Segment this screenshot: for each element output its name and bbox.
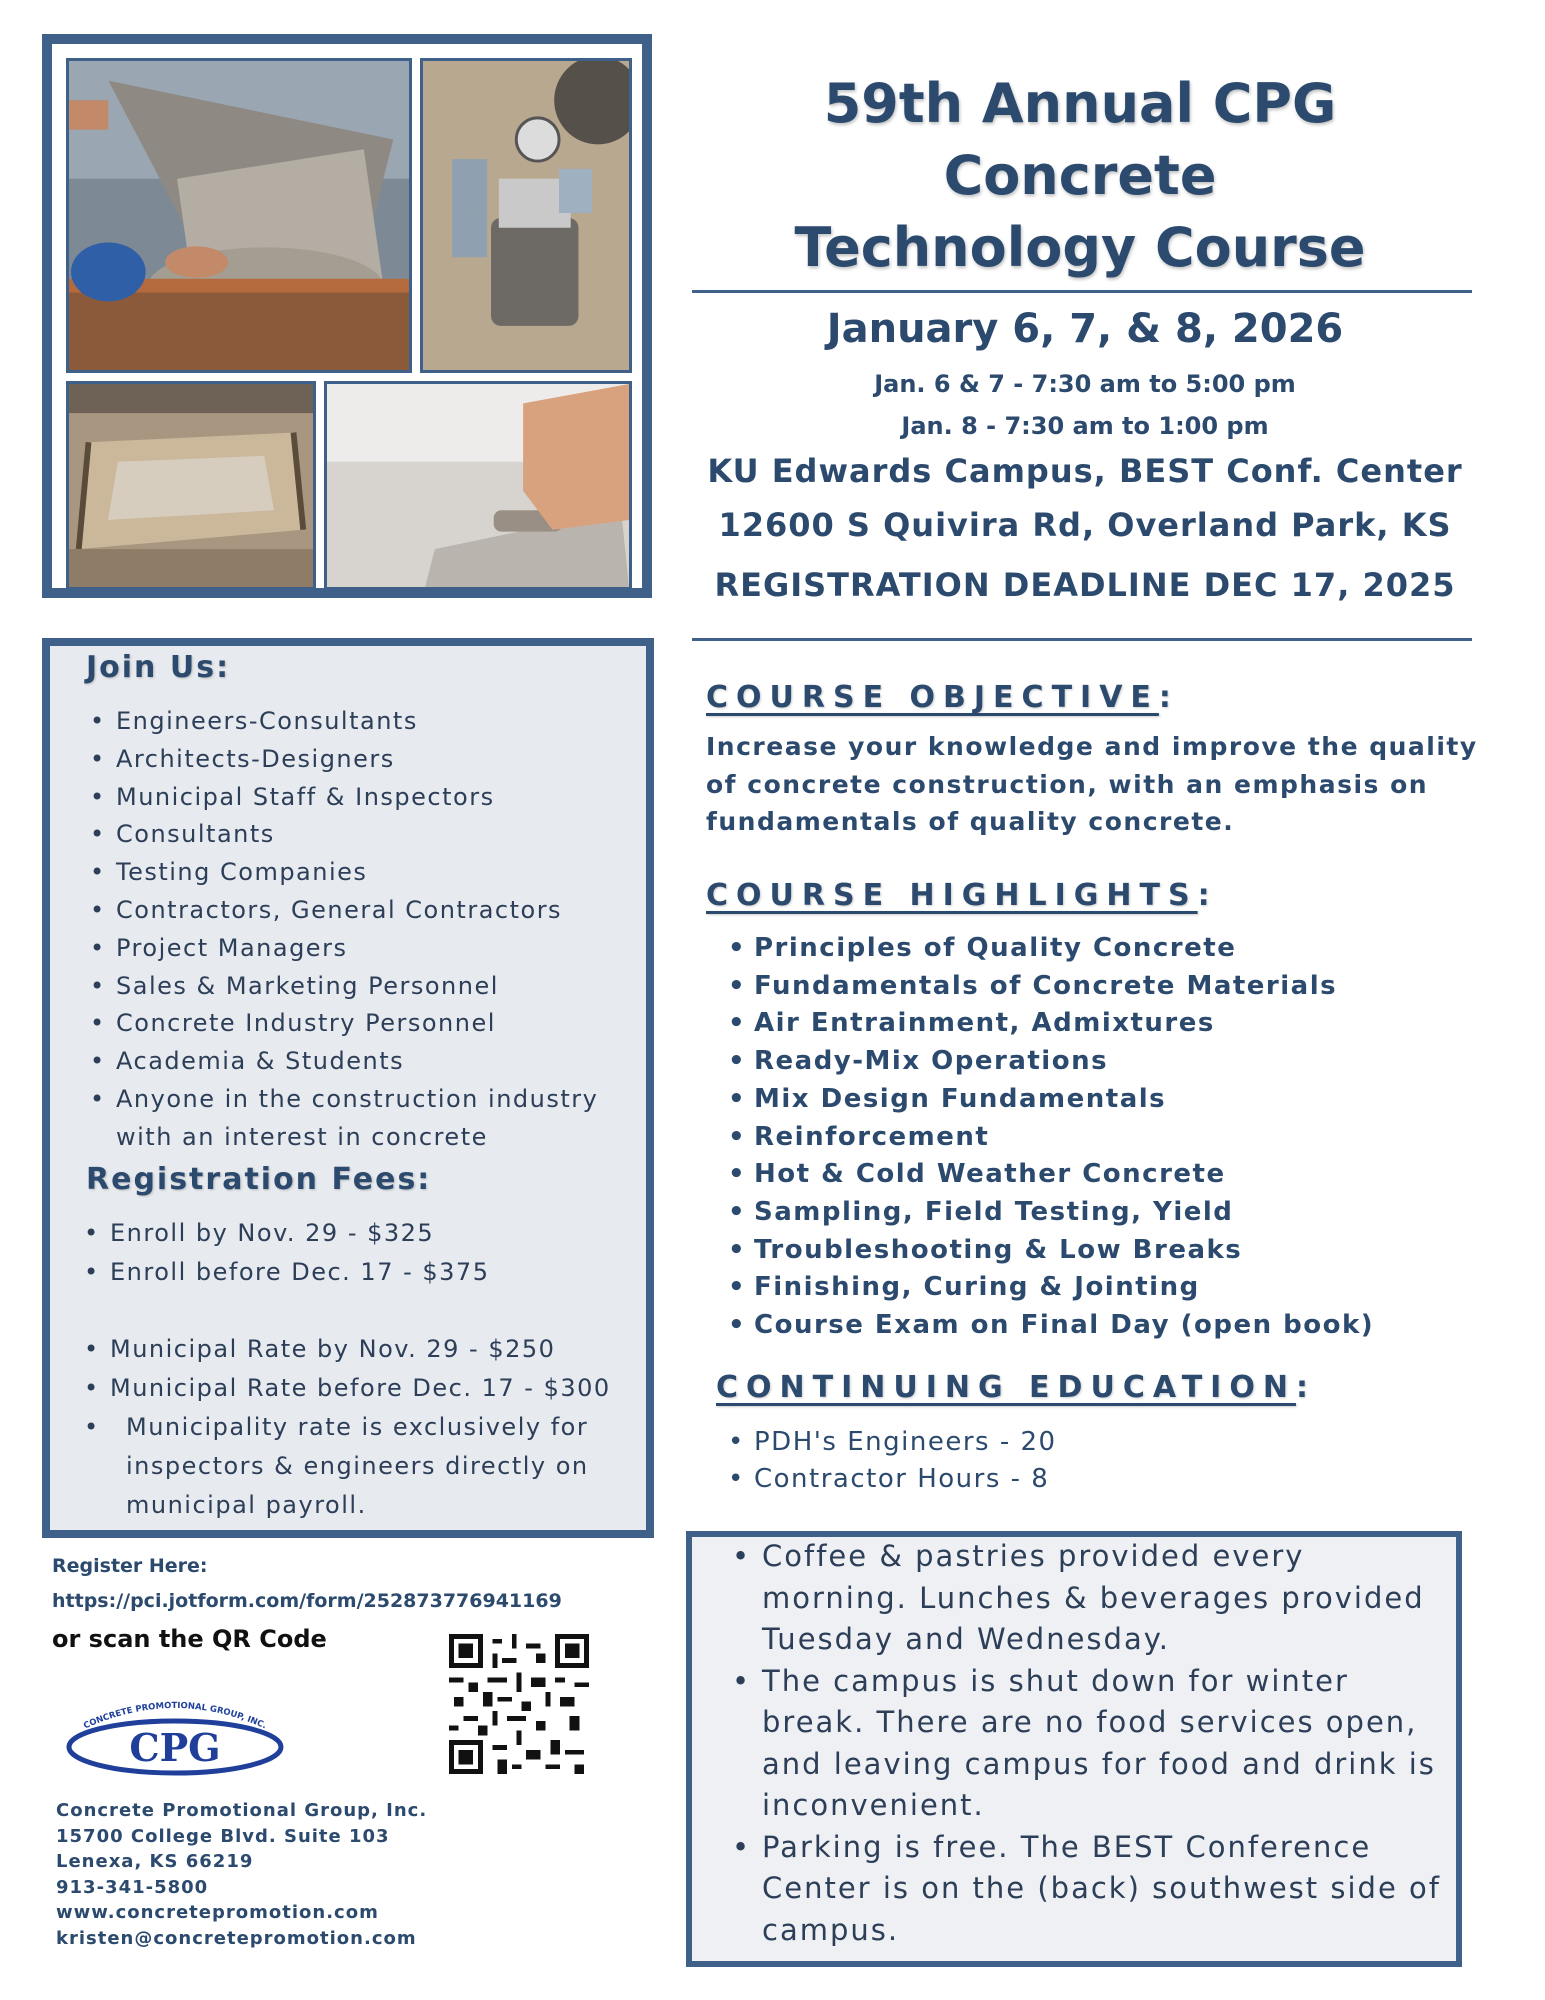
- title-line-1: 59th Annual CPG: [823, 72, 1337, 135]
- note-item: • The campus is shut down for winter break. There are no food services open, and leaving campus for food and drink is inconvenient.: [732, 1661, 1452, 1827]
- list-item: • Consultants: [90, 816, 650, 854]
- list-item: • Contractor Hours - 8: [728, 1461, 1488, 1498]
- heading-text: CONTINUING EDUCATION: [716, 1370, 1296, 1405]
- audience-list: [90, 703, 650, 1157]
- contact-info: [56, 1798, 427, 1951]
- list-item: • Project Managers: [90, 930, 650, 968]
- fees-list-municipal: [84, 1330, 654, 1525]
- photo-air-meter-test: [420, 58, 632, 373]
- note-item: • Parking is free. The BEST Conference Center is on the (back) southwest side of campus.: [732, 1827, 1452, 1952]
- qr-instruction: or scan the QR Code: [52, 1625, 327, 1653]
- registration-fees-heading: Registration Fees:: [86, 1162, 432, 1197]
- register-link[interactable]: https://pci.jotform.com/form/252873776941169: [52, 1590, 562, 1612]
- list-item: • Hot & Cold Weather Concrete: [728, 1156, 1488, 1194]
- continuing-education-heading: CONTINUING EDUCATION:: [716, 1370, 1316, 1405]
- fee-note: • Municipality rate is exclusively for inspectors & engineers directly on municipal payroll.: [84, 1408, 654, 1525]
- register-label: Register Here:: [52, 1555, 208, 1577]
- qr-code[interactable]: [449, 1634, 589, 1774]
- divider-top: [692, 290, 1472, 293]
- list-item: • Sampling, Field Testing, Yield: [728, 1194, 1488, 1232]
- list-item: • Architects-Designers: [90, 741, 650, 779]
- list-item: • Academia & Students: [90, 1043, 650, 1081]
- course-objective-heading: COURSE OBJECTIVE:: [706, 680, 1179, 715]
- note-item: • Coffee & pastries provided every morning. Lunches & beverages provided Tuesday and Wednesday.: [732, 1536, 1452, 1661]
- list-item: • Mix Design Fundamentals: [728, 1081, 1488, 1119]
- svg-text:CPG: CPG: [129, 1725, 221, 1770]
- continuing-education-list: [728, 1424, 1488, 1498]
- phone: 913-341-5800: [56, 1876, 209, 1898]
- list-item: • Troubleshooting & Low Breaks: [728, 1232, 1488, 1270]
- event-address: 12600 S Quivira Rd, Overland Park, KS: [718, 506, 1452, 544]
- org-name: Concrete Promotional Group, Inc.: [56, 1800, 428, 1821]
- event-date: January 6, 7, & 8, 2026: [826, 306, 1344, 352]
- list-item: • Principles of Quality Concrete: [728, 930, 1488, 968]
- title-line-2: Concrete: [943, 144, 1217, 207]
- list-item: • Testing Companies: [90, 854, 650, 892]
- website-link[interactable]: www.concretepromotion.com: [56, 1902, 379, 1923]
- list-item: • Course Exam on Final Day (open book): [728, 1307, 1488, 1345]
- divider-bottom: [692, 638, 1472, 641]
- registration-deadline: REGISTRATION DEADLINE DEC 17, 2025: [714, 566, 1456, 604]
- course-highlights-heading: COURSE HIGHLIGHTS:: [706, 878, 1218, 913]
- email-link[interactable]: kristen@concretepromotion.com: [56, 1927, 417, 1949]
- fee-item: • Enroll before Dec. 17 - $375: [84, 1253, 654, 1292]
- list-item: • Contractors, General Contractors: [90, 892, 650, 930]
- cpg-logo: [64, 1692, 286, 1776]
- event-time-day-3: Jan. 8 - 7:30 am to 1:00 pm: [901, 412, 1269, 440]
- list-item: • Finishing, Curing & Jointing: [728, 1269, 1488, 1307]
- event-venue: KU Edwards Campus, BEST Conf. Center: [707, 452, 1463, 490]
- photo-trowel-finishing: [324, 381, 632, 590]
- list-item: • Concrete Industry Personnel: [90, 1005, 650, 1043]
- list-item: • Anyone in the construction industry with an interest in concrete: [90, 1081, 650, 1157]
- fee-item: • Municipal Rate before Dec. 17 - $300: [84, 1369, 654, 1408]
- photo-formwork: [66, 381, 316, 590]
- street-address: 15700 College Blvd. Suite 103: [56, 1825, 390, 1847]
- list-item: • Sales & Marketing Personnel: [90, 968, 650, 1006]
- list-item: • PDH's Engineers - 20: [728, 1424, 1488, 1461]
- list-item: • Engineers-Consultants: [90, 703, 650, 741]
- course-title: [690, 68, 1470, 284]
- title-line-3: Technology Course: [794, 216, 1366, 279]
- notes-list: [732, 1536, 1452, 1951]
- course-objective-text: Increase your knowledge and improve the quality of concrete construction, with an emphasis on fundamentals of quality concrete.: [706, 732, 1478, 836]
- join-us-heading: Join Us:: [86, 650, 231, 685]
- fee-item: • Enroll by Nov. 29 - $325: [84, 1214, 654, 1253]
- photo-collage: [42, 34, 652, 598]
- fees-list-standard: [84, 1214, 654, 1292]
- list-item: • Ready-Mix Operations: [728, 1043, 1488, 1081]
- course-highlights-list: [728, 930, 1488, 1345]
- heading-text: COURSE OBJECTIVE: [706, 680, 1159, 715]
- svg-text:CONCRETE PROMOTIONAL GROUP, IN: CONCRETE PROMOTIONAL GROUP, INC.: [82, 1700, 268, 1732]
- heading-text: COURSE HIGHLIGHTS: [706, 878, 1198, 913]
- list-item: • Fundamentals of Concrete Materials: [728, 968, 1488, 1006]
- list-item: • Air Entrainment, Admixtures: [728, 1005, 1488, 1043]
- list-item: • Reinforcement: [728, 1119, 1488, 1157]
- city-state-zip: Lenexa, KS 66219: [56, 1851, 254, 1872]
- event-time-days-1-2: Jan. 6 & 7 - 7:30 am to 5:00 pm: [874, 370, 1296, 398]
- photo-concrete-pour: [66, 58, 412, 373]
- fee-item: • Municipal Rate by Nov. 29 - $250: [84, 1330, 654, 1369]
- list-item: • Municipal Staff & Inspectors: [90, 779, 650, 817]
